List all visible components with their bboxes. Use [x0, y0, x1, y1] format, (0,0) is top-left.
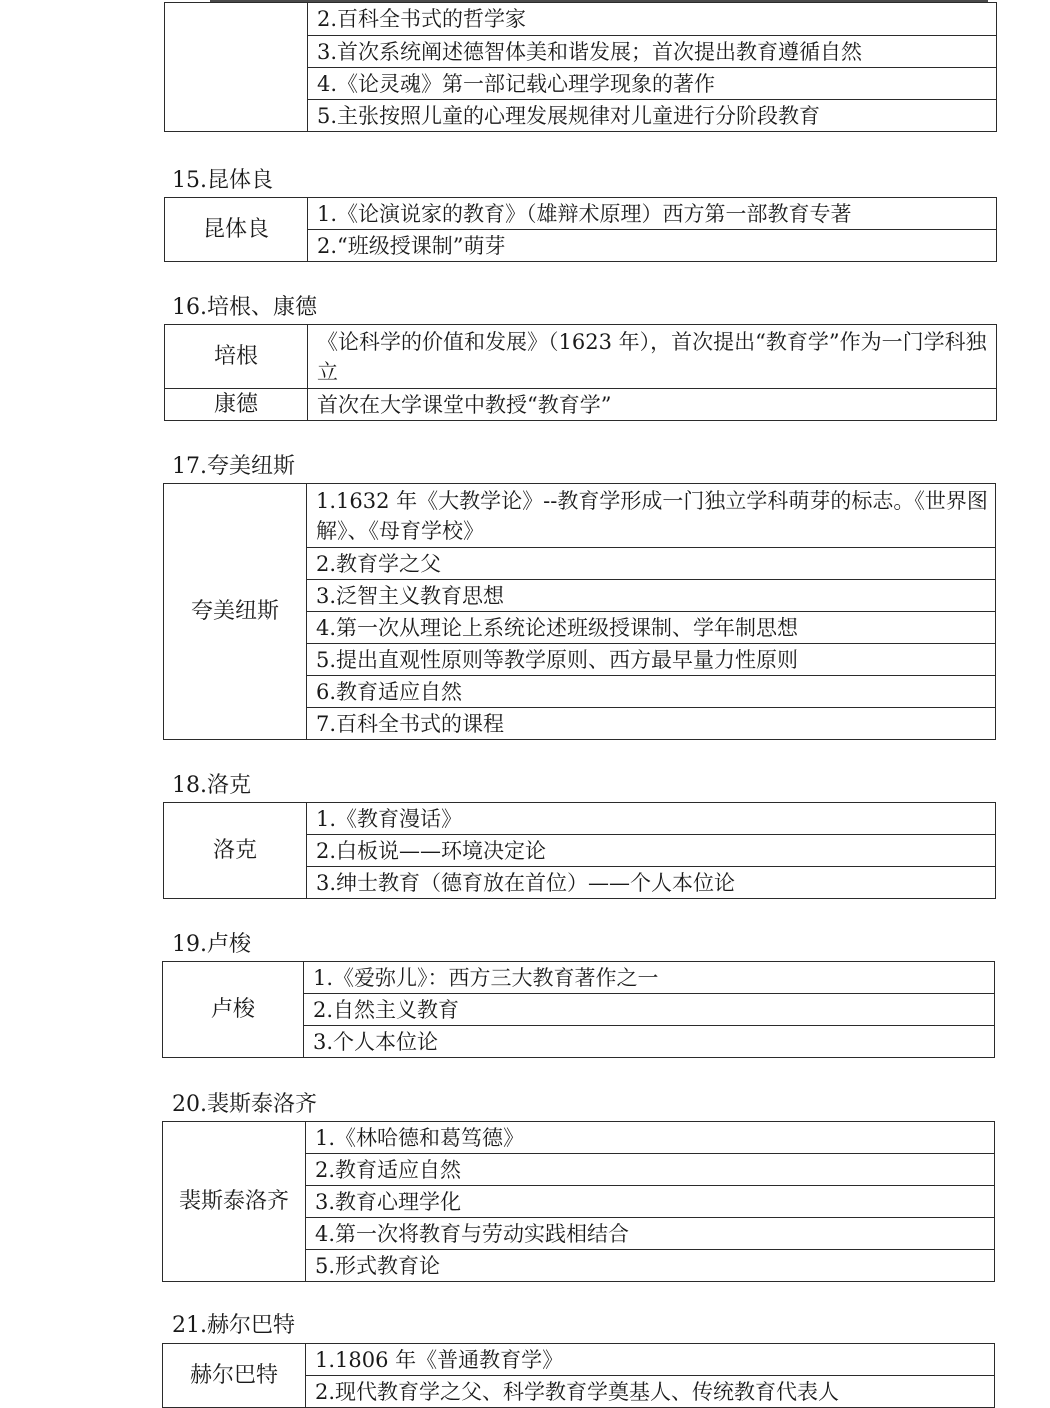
table-row: 5.形式教育论: [306, 1250, 995, 1282]
table-row: 《论科学的价值和发展》（1623 年），首次提出“教育学”作为一门学科独立: [308, 325, 997, 389]
table-row: 1.《教育漫话》: [307, 803, 996, 835]
table-row: 2.自然主义教育: [304, 994, 995, 1026]
table-aristotle-continued: [164, 2, 997, 132]
table-row: 4.第一次从理论上系统论述班级授课制、学年制思想: [307, 612, 996, 644]
person-name-cell: 赫尔巴特: [163, 1344, 306, 1408]
table-row: 3.绅士教育（德育放在首位）——个人本位论: [307, 867, 996, 899]
table-row: 5.提出直观性原则等教学原则、西方最早量力性原则: [307, 644, 996, 676]
table-row: 2.百科全书式的哲学家: [308, 3, 997, 36]
section-heading: 21.赫尔巴特: [172, 1313, 295, 1338]
table-row: 3.泛智主义教育思想: [307, 580, 996, 612]
table-comenius: [163, 483, 996, 740]
table-row: 5.主张按照儿童的心理发展规律对儿童进行分阶段教育: [308, 100, 997, 132]
person-name-cell: 裴斯泰洛齐: [163, 1122, 306, 1282]
table-row: 2.“班级授课制”萌芽: [308, 230, 997, 262]
table-locke: [163, 802, 996, 899]
section-heading: 15.昆体良: [172, 168, 273, 193]
person-name-cell: [165, 3, 308, 132]
table-pestalozzi: [162, 1121, 995, 1282]
table-row: 3.个人本位论: [304, 1026, 995, 1058]
table-row: 首次在大学课堂中教授“教育学”: [308, 389, 997, 421]
person-name-cell: 康德: [165, 389, 308, 421]
table-row: 1.《论演说家的教育》（雄辩术原理）西方第一部教育专著: [308, 198, 997, 230]
table-row: 2.教育学之父: [307, 548, 996, 580]
section-heading: 20.裴斯泰洛齐: [172, 1092, 317, 1117]
section-heading: 17.夸美纽斯: [172, 454, 295, 479]
table-row: 2.现代教育学之父、科学教育学奠基人、传统教育代表人: [306, 1376, 995, 1408]
section-heading: 19.卢梭: [172, 932, 251, 957]
table-rousseau: [162, 961, 995, 1058]
table-row: 7.百科全书式的课程: [307, 708, 996, 740]
table-quintilian: [164, 197, 997, 262]
table-row: 3.教育心理学化: [306, 1186, 995, 1218]
table-row: 1.1632 年《大教学论》--教育学形成一门独立学科萌芽的标志。《世界图解》、《母育学校》: [307, 484, 996, 548]
person-name-cell: 洛克: [164, 803, 307, 899]
table-row: 2.教育适应自然: [306, 1154, 995, 1186]
table-row: 1.《林哈德和葛笃德》: [306, 1122, 995, 1154]
table-bacon-kant: [164, 324, 997, 421]
table-row: 4.《论灵魂》第一部记载心理学现象的著作: [308, 68, 997, 100]
table-row: 1.1806 年《普通教育学》: [306, 1344, 995, 1376]
table-row: 1.《爱弥儿》：西方三大教育著作之一: [304, 962, 995, 994]
table-herbart: [162, 1343, 995, 1408]
section-heading: 16.培根、康德: [172, 295, 317, 320]
table-row: 4.第一次将教育与劳动实践相结合: [306, 1218, 995, 1250]
person-name-cell: 昆体良: [165, 198, 308, 262]
person-name-cell: 培根: [165, 325, 308, 389]
table-row: 6.教育适应自然: [307, 676, 996, 708]
table-row: 2.白板说——环境决定论: [307, 835, 996, 867]
table-row: 3.首次系统阐述德智体美和谐发展；首次提出教育遵循自然: [308, 36, 997, 68]
person-name-cell: 夸美纽斯: [164, 484, 307, 740]
section-heading: 18.洛克: [172, 773, 251, 798]
person-name-cell: 卢梭: [163, 962, 304, 1058]
